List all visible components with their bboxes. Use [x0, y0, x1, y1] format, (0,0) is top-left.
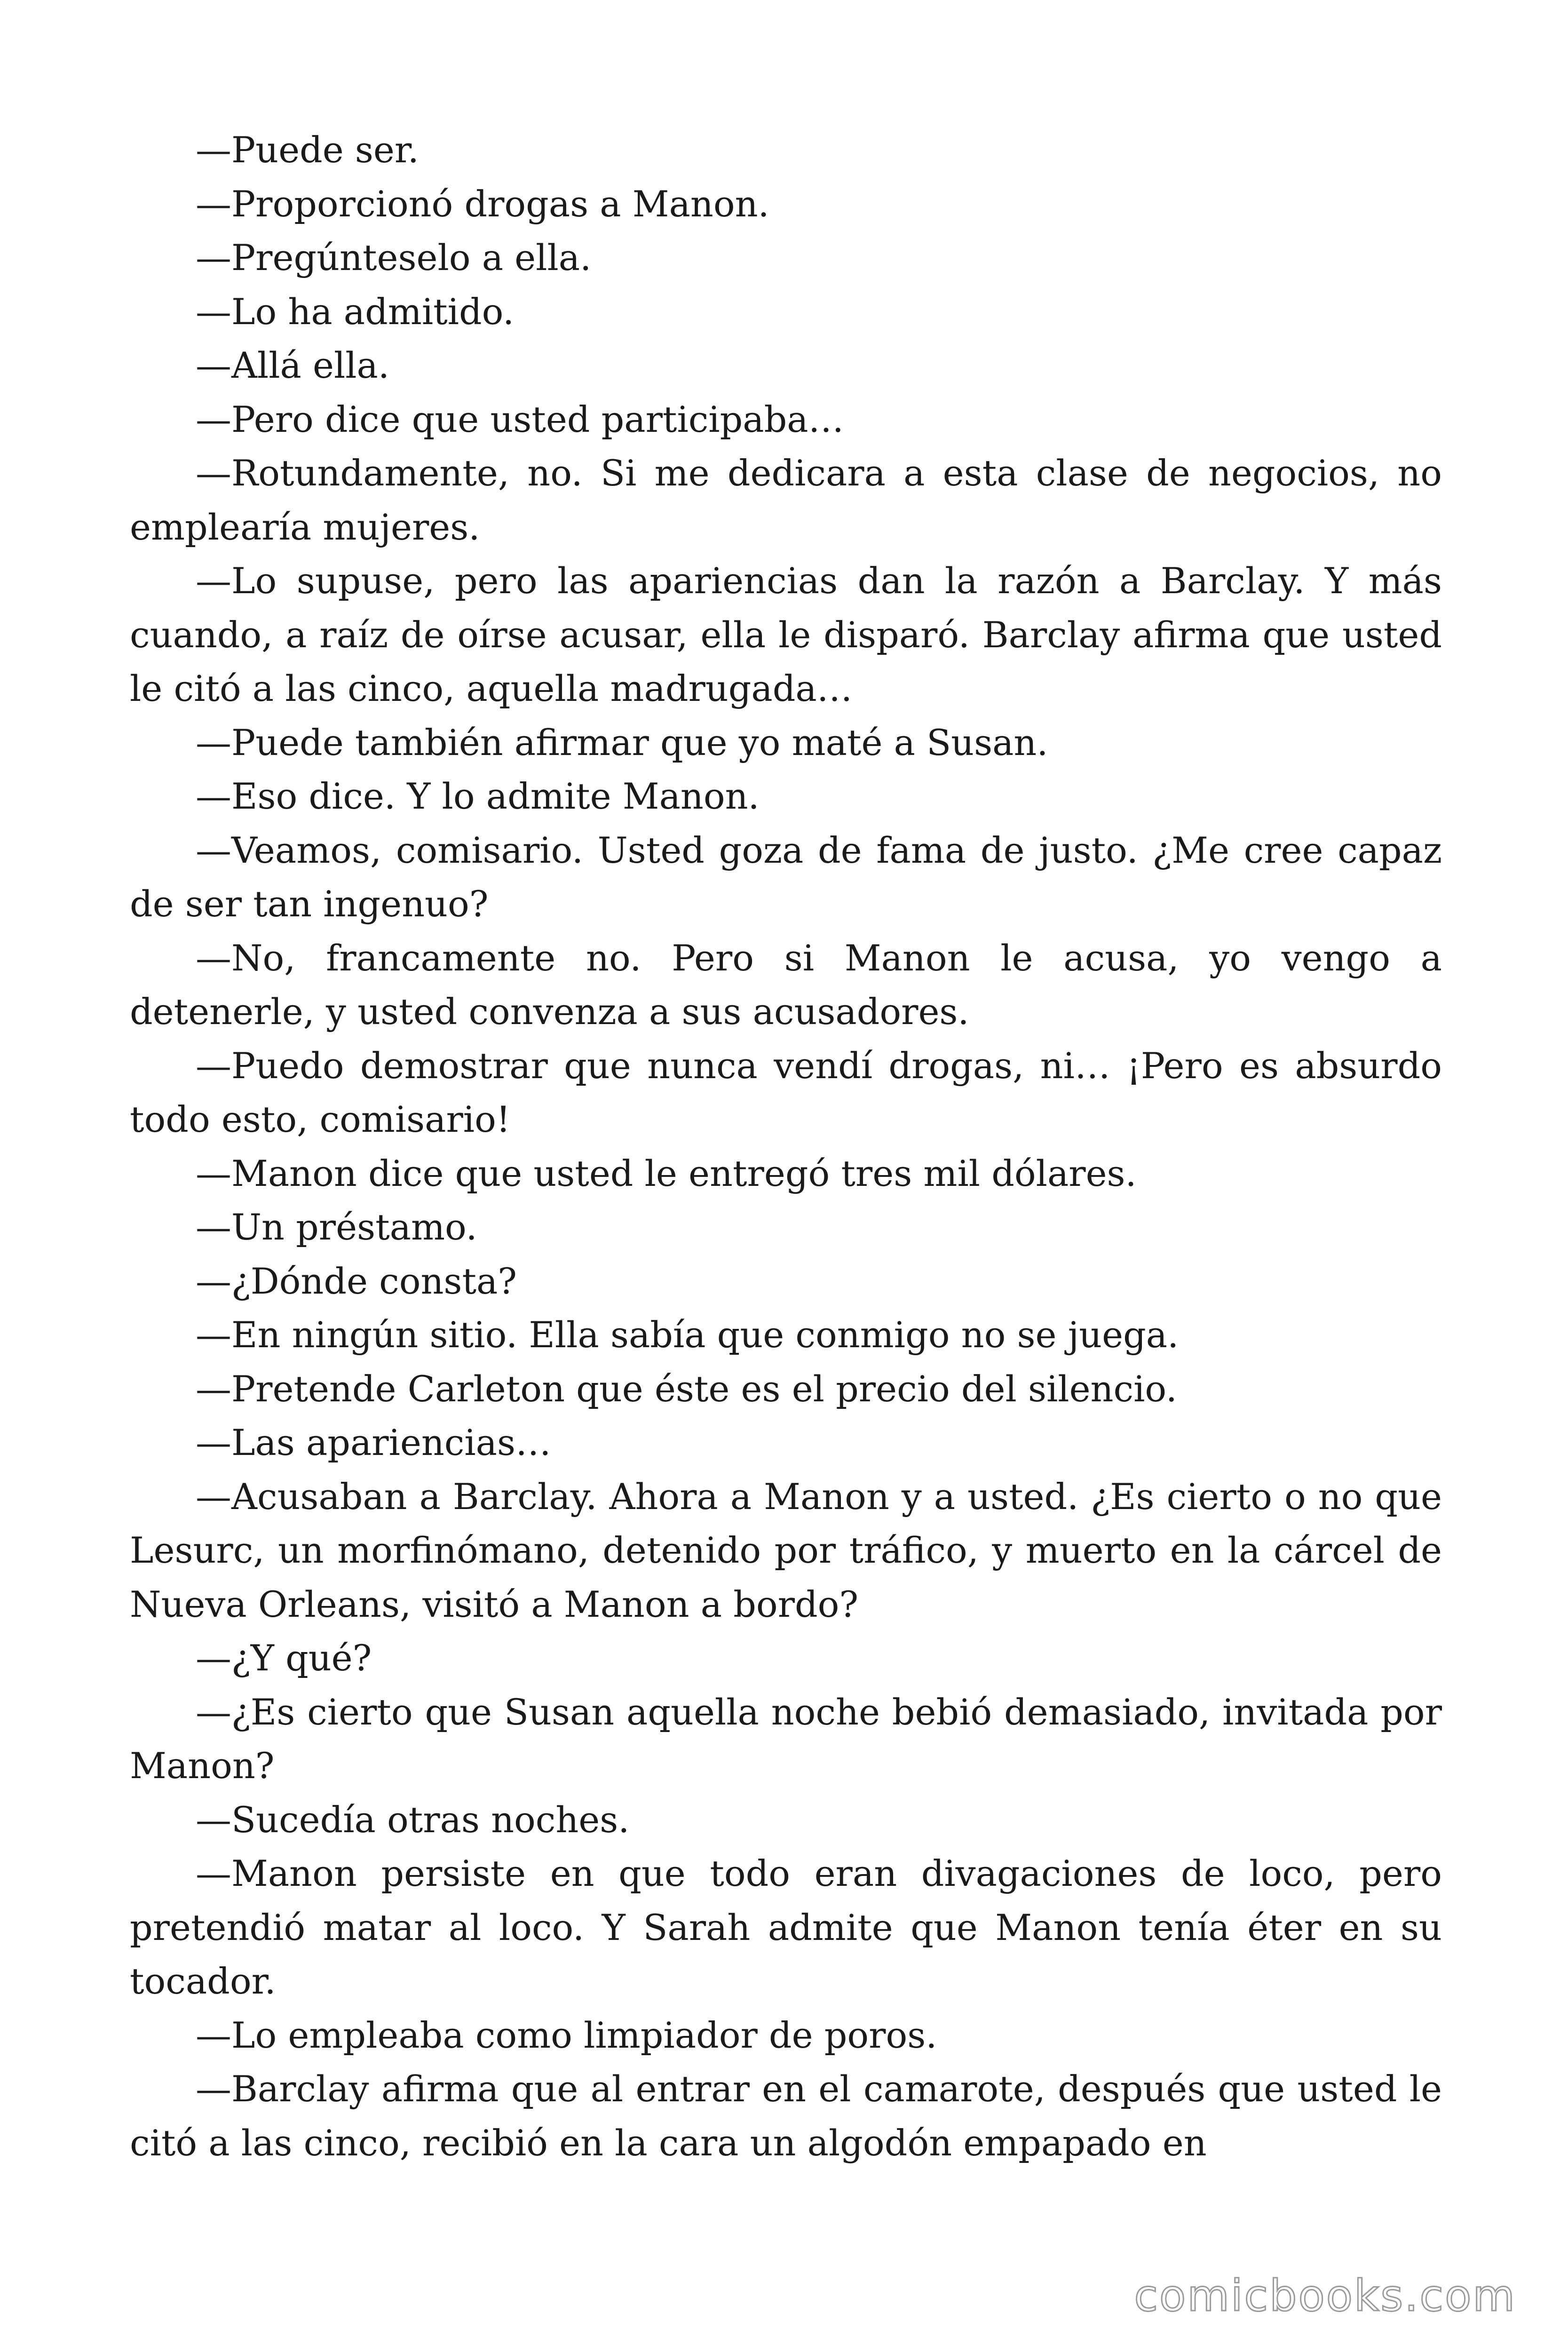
dialogue-paragraph: —Un préstamo.	[196, 1206, 477, 1248]
dialogue-paragraph: —Lo empleaba como limpiador de poros.	[196, 2014, 937, 2056]
dialogue-paragraph: —¿Y qué?	[196, 1637, 372, 1679]
dialogue-paragraph: —Pretende Carleton que éste es el precio del silencio.	[196, 1367, 1177, 1410]
dialogue-paragraph: —Barclay afirma que al entrar en el camarote, después que usted le citó a las cinco, recibió en la cara un algodón empapado en	[130, 2068, 1442, 2164]
dialogue-paragraph: —¿Es cierto que Susan aquella noche bebió demasiado, invitada por Manon?	[130, 1691, 1442, 1787]
dialogue-paragraph: —Puede también afirmar que yo maté a Susan.	[196, 721, 1048, 763]
dialogue-paragraph: —Proporcionó drogas a Manon.	[196, 183, 769, 225]
dialogue-paragraph: —Las apariencias…	[196, 1422, 551, 1463]
dialogue-paragraph: —Lo supuse, pero las apariencias dan la razón a Barclay. Y más cuando, a raíz de oírse acusar, ella le disparó. Barclay afirma que usted le citó a las cinco, aquella madrugada…	[130, 560, 1442, 709]
dialogue-paragraph: —En ningún sitio. Ella sabía que conmigo no se juega.	[196, 1314, 1179, 1356]
dialogue-paragraph: —Pregúnteselo a ella.	[196, 237, 592, 278]
dialogue-paragraph: —Acusaban a Barclay. Ahora a Manon y a usted. ¿Es cierto o no que Lesurc, un morfinómano, detenido por tráfico, y muerto en la cárcel de Nueva Orleans, visitó a Manon a bordo?	[130, 1475, 1442, 1625]
dialogue-paragraph: —Sucedía otras noches.	[196, 1798, 630, 1841]
dialogue-paragraph: —Pero dice que usted participaba…	[196, 398, 844, 440]
dialogue-paragraph: —Manon dice que usted le entregó tres mil dólares.	[196, 1152, 1137, 1194]
dialogue-paragraph: —Allá ella.	[196, 344, 390, 386]
dialogue-paragraph: —Puede ser.	[196, 129, 419, 171]
page-body-text	[130, 123, 1442, 2170]
dialogue-paragraph: —Eso dice. Y lo admite Manon.	[196, 775, 760, 817]
dialogue-paragraph: —Lo ha admitido.	[196, 290, 515, 333]
dialogue-paragraph: —Veamos, comisario. Usted goza de fama de justo. ¿Me cree capaz de ser tan ingenuo?	[130, 829, 1442, 925]
dialogue-paragraph: —Rotundamente, no. Si me dedicara a esta clase de negocios, no emplearía mujeres.	[130, 452, 1442, 548]
dialogue-paragraph: —No, francamente no. Pero si Manon le acusa, yo vengo a detenerle, y usted convenza a sus acusadores.	[130, 937, 1442, 1033]
watermark: comicbooks.com	[1134, 2271, 1516, 2321]
dialogue-paragraph: —Puedo demostrar que nunca vendí drogas, ni… ¡Pero es absurdo todo esto, comisario!	[130, 1044, 1442, 1140]
dialogue-paragraph: —¿Dónde consta?	[196, 1260, 517, 1302]
dialogue-paragraph: —Manon persiste en que todo eran divagaciones de loco, pero pretendió matar al loco. Y Sarah admite que Manon tenía éter en su tocador.	[130, 1852, 1442, 2002]
